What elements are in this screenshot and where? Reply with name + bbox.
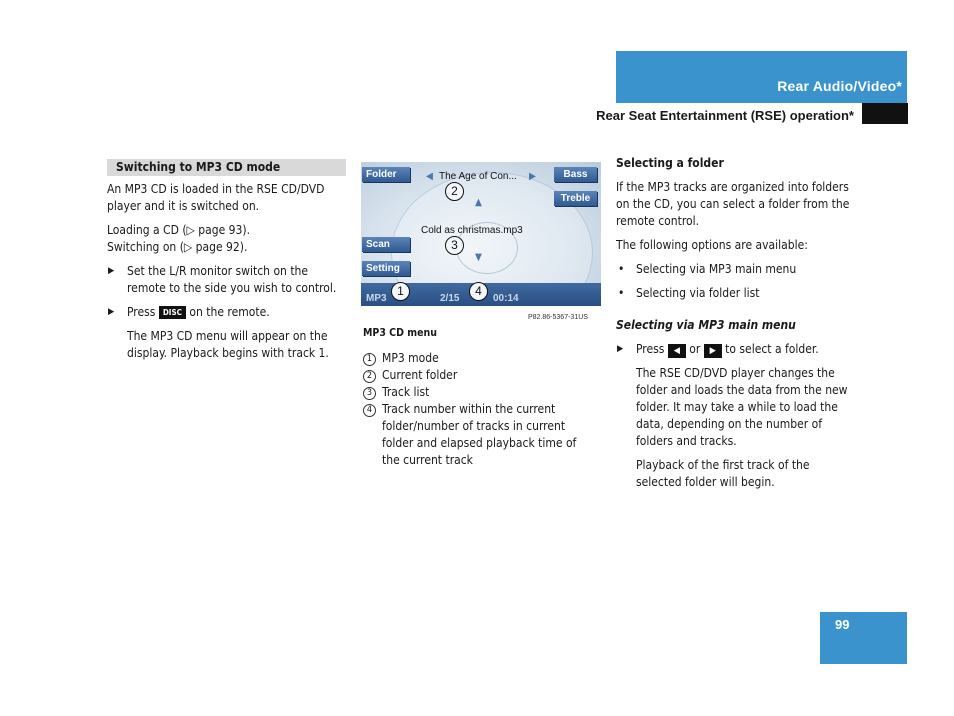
callout-2: 2: [445, 182, 464, 201]
elapsed-time: 00:14: [493, 293, 519, 304]
track-down-icon: ▼: [475, 252, 482, 263]
folder-next-icon: ▶: [529, 171, 536, 182]
step-select-folder: ▶ Press ◀ or ▶ to select a folder.: [617, 342, 819, 356]
track-up-icon: ▲: [475, 197, 482, 208]
image-reference: P82.86-5367-31US: [528, 314, 588, 321]
right-column: [616, 155, 856, 498]
right-heading: Selecting a folder: [616, 156, 724, 170]
left-arrow-key-icon: ◀: [668, 344, 686, 358]
folder-button: Folder: [362, 167, 410, 182]
step-result: The MP3 CD menu will appear on the display. Playback begins with track 1.: [127, 329, 329, 360]
page-number: 99: [835, 617, 850, 632]
folder-prev-icon: ◀: [426, 171, 433, 182]
options-intro: The following options are available:: [616, 238, 808, 252]
callout-4: 4: [469, 282, 488, 301]
legend-item: 1 MP3 mode: [363, 350, 595, 367]
mp3-menu-screen: [361, 162, 601, 306]
legend-item: 2 Current folder: [363, 367, 595, 384]
right-subheading: Selecting via MP3 main menu: [616, 318, 796, 332]
page-number-box: [820, 612, 907, 664]
current-folder-name: The Age of Con...: [439, 171, 517, 182]
right-arrow-key-icon: ▶: [704, 344, 722, 358]
mode-label: MP3: [366, 293, 387, 304]
step-result-2: Playback of the first track of the selected folder will begin.: [636, 458, 810, 489]
option-item: • Selecting via MP3 main menu: [618, 262, 797, 276]
header-tab-marker: [862, 103, 908, 124]
chapter-title: Rear Audio/Video*: [777, 78, 902, 94]
step-press-disc: ▶ Press DISC on the remote.: [108, 305, 270, 319]
ref-switching-on: Switching on (▷ page 92).: [107, 240, 248, 254]
right-intro: If the MP3 tracks are organized into folders on the CD, you can select a folder from the remote control.: [616, 180, 850, 228]
step-marker-icon: ▶: [108, 307, 115, 317]
scan-button: Scan: [362, 237, 410, 252]
disc-key-icon: DISC: [159, 306, 186, 319]
step-result-1: The RSE CD/DVD player changes the folder and loads the data from the new folder. It may take a while to load the data, depending on the number of folders and tracks.: [636, 366, 848, 448]
track-count: 2/15: [440, 293, 460, 304]
figure-legend: [363, 350, 595, 469]
bass-button: Bass: [554, 167, 597, 182]
treble-button: Treble: [554, 191, 597, 206]
step-marker-icon: ▶: [108, 266, 115, 276]
legend-item: 4 Track number within the current folder/number of tracks in current folder and elapsed playback time of the current track: [363, 401, 595, 469]
left-column: [107, 159, 346, 369]
legend-item: 3 Track list: [363, 384, 595, 401]
step-set-monitor: ▶ Set the L/R monitor switch on the remote to the side you wish to control.: [108, 264, 337, 295]
callout-3: 3: [445, 236, 464, 255]
setting-button: Setting: [362, 261, 410, 276]
header-banner: [616, 51, 907, 103]
intro-text: An MP3 CD is loaded in the RSE CD/DVD player and it is switched on.: [107, 182, 325, 213]
ref-loading-cd: Loading a CD (▷ page 93).: [107, 223, 251, 237]
section-subtitle: Rear Seat Entertainment (RSE) operation*: [596, 108, 854, 123]
current-track-name: Cold as christmas.mp3: [421, 225, 523, 236]
section-heading: Switching to MP3 CD mode: [107, 159, 346, 176]
option-item: • Selecting via folder list: [618, 286, 760, 300]
callout-1: 1: [391, 282, 410, 301]
figure-caption: MP3 CD menu: [363, 327, 437, 339]
step-marker-icon: ▶: [617, 344, 624, 354]
page-references: [107, 222, 346, 256]
